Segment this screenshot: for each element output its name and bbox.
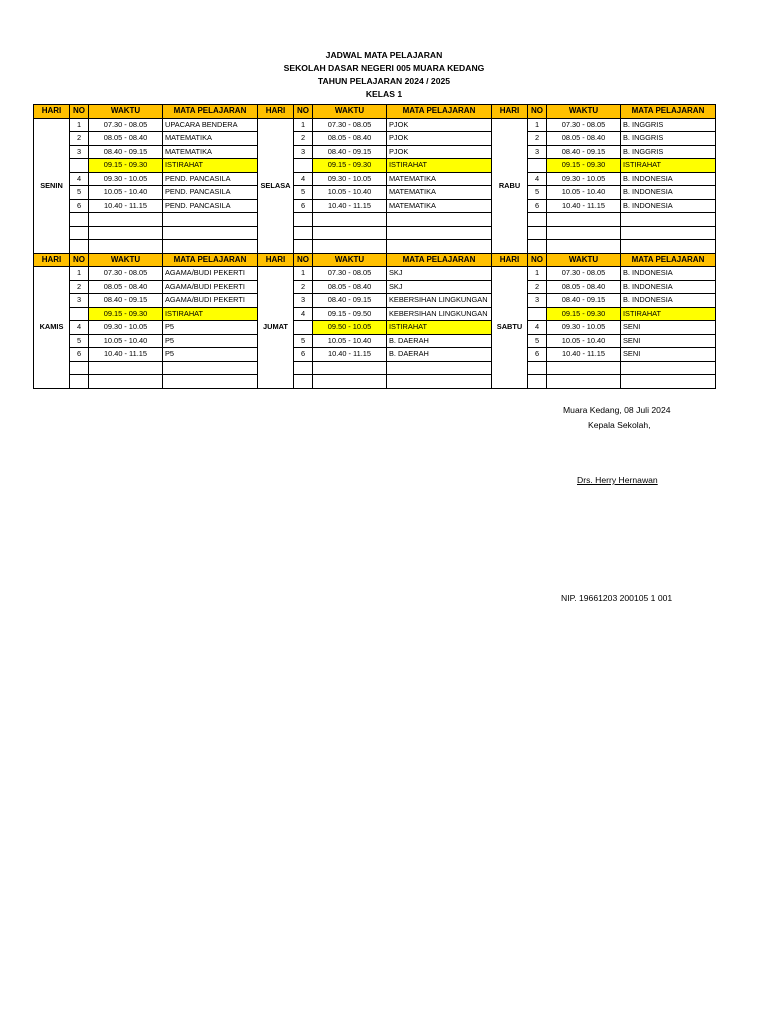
lesson-time: 10.05 - 10.40 xyxy=(89,186,163,200)
lesson-subject: PJOK xyxy=(387,118,492,132)
header-no: NO xyxy=(528,253,547,267)
day-name: SABTU xyxy=(492,267,528,389)
lesson-subject xyxy=(621,226,716,240)
lesson-time xyxy=(313,240,387,254)
table-row xyxy=(34,199,716,213)
lesson-number: 4 xyxy=(294,172,313,186)
lesson-time: 08.40 - 09.15 xyxy=(547,145,621,159)
lesson-subject: B. INDONESIA xyxy=(621,267,716,281)
lesson-number xyxy=(70,159,89,173)
table-row xyxy=(34,267,716,281)
table-row xyxy=(34,145,716,159)
lesson-number: 4 xyxy=(528,321,547,335)
lesson-time: 09.15 - 09.30 xyxy=(89,307,163,321)
table-row xyxy=(34,321,716,335)
table-row xyxy=(34,294,716,308)
lesson-number xyxy=(70,226,89,240)
lesson-number: 4 xyxy=(528,172,547,186)
lesson-time xyxy=(313,213,387,227)
lesson-number: 4 xyxy=(294,307,313,321)
lesson-number: 6 xyxy=(528,199,547,213)
table-row xyxy=(34,280,716,294)
lesson-time xyxy=(313,361,387,375)
header-time: WAKTU xyxy=(313,253,387,267)
lesson-subject: PEND. PANCASILA xyxy=(163,199,258,213)
lesson-number: 5 xyxy=(294,186,313,200)
lesson-subject: ISTIRAHAT xyxy=(163,307,258,321)
header-subject: MATA PELAJARAN xyxy=(163,253,258,267)
lesson-time: 07.30 - 08.05 xyxy=(89,267,163,281)
title-line-1: JADWAL MATA PELAJARAN xyxy=(325,50,443,60)
lesson-subject: B. INGGRIS xyxy=(621,132,716,146)
day-name: SELASA xyxy=(258,118,294,253)
table-row xyxy=(34,334,716,348)
day-name: JUMAT xyxy=(258,267,294,389)
lesson-time xyxy=(547,213,621,227)
lesson-time: 07.30 - 08.05 xyxy=(89,118,163,132)
lesson-subject: ISTIRAHAT xyxy=(163,159,258,173)
lesson-time: 09.30 - 10.05 xyxy=(547,321,621,335)
header-no: NO xyxy=(70,105,89,119)
header-day: HARI xyxy=(258,253,294,267)
lesson-subject: SENI xyxy=(621,348,716,362)
lesson-number xyxy=(70,307,89,321)
title-line-4: KELAS 1 xyxy=(365,89,403,99)
lesson-subject: MATEMATIKA xyxy=(163,145,258,159)
lesson-number: 1 xyxy=(70,267,89,281)
lesson-time: 10.40 - 11.15 xyxy=(313,348,387,362)
lesson-time: 07.30 - 08.05 xyxy=(547,118,621,132)
lesson-subject: B. INGGRIS xyxy=(621,118,716,132)
header-time: WAKTU xyxy=(89,253,163,267)
lesson-number xyxy=(528,159,547,173)
lesson-subject: AGAMA/BUDI PEKERTI xyxy=(163,294,258,308)
lesson-time xyxy=(547,361,621,375)
lesson-number: 1 xyxy=(528,267,547,281)
lesson-number: 1 xyxy=(294,118,313,132)
lesson-number xyxy=(70,213,89,227)
lesson-subject: B. DAERAH xyxy=(387,348,492,362)
lesson-time: 10.05 - 10.40 xyxy=(313,186,387,200)
table-row xyxy=(34,213,716,227)
lesson-subject xyxy=(621,361,716,375)
header-time: WAKTU xyxy=(89,105,163,119)
lesson-subject: MATEMATIKA xyxy=(387,186,492,200)
lesson-time: 08.05 - 08.40 xyxy=(547,280,621,294)
signature-place-date: Muara Kedang, 08 Juli 2024 xyxy=(563,405,671,415)
table-row xyxy=(34,159,716,173)
lesson-number: 3 xyxy=(70,294,89,308)
lesson-subject: SKJ xyxy=(387,267,492,281)
document-title xyxy=(0,49,768,101)
lesson-number: 2 xyxy=(294,132,313,146)
lesson-subject: B. INGGRIS xyxy=(621,145,716,159)
lesson-number: 3 xyxy=(70,145,89,159)
lesson-number xyxy=(294,159,313,173)
lesson-time: 08.05 - 08.40 xyxy=(89,280,163,294)
lesson-time: 07.30 - 08.05 xyxy=(547,267,621,281)
lesson-number: 3 xyxy=(294,145,313,159)
lesson-subject: SENI xyxy=(621,321,716,335)
lesson-time xyxy=(547,226,621,240)
lesson-time: 08.40 - 09.15 xyxy=(547,294,621,308)
lesson-subject: P5 xyxy=(163,334,258,348)
lesson-time: 09.15 - 09.30 xyxy=(547,307,621,321)
lesson-subject xyxy=(387,375,492,389)
lesson-time: 10.05 - 10.40 xyxy=(313,334,387,348)
lesson-number: 3 xyxy=(528,145,547,159)
lesson-number: 2 xyxy=(528,280,547,294)
lesson-subject: PEND. PANCASILA xyxy=(163,186,258,200)
lesson-subject: B. INDONESIA xyxy=(621,172,716,186)
lesson-number: 1 xyxy=(294,267,313,281)
lesson-number xyxy=(70,361,89,375)
lesson-number: 5 xyxy=(70,334,89,348)
lesson-number: 4 xyxy=(70,172,89,186)
lesson-number: 5 xyxy=(528,334,547,348)
lesson-subject: B. INDONESIA xyxy=(621,280,716,294)
lesson-time xyxy=(547,240,621,254)
lesson-subject xyxy=(387,240,492,254)
header-no: NO xyxy=(528,105,547,119)
header-row xyxy=(34,105,716,119)
header-subject: MATA PELAJARAN xyxy=(621,105,716,119)
lesson-time xyxy=(89,226,163,240)
lesson-number xyxy=(528,226,547,240)
header-subject: MATA PELAJARAN xyxy=(163,105,258,119)
lesson-number xyxy=(528,240,547,254)
lesson-subject: AGAMA/BUDI PEKERTI xyxy=(163,267,258,281)
lesson-subject xyxy=(387,213,492,227)
table-row xyxy=(34,186,716,200)
lesson-subject xyxy=(621,240,716,254)
lesson-time: 09.15 - 09.50 xyxy=(313,307,387,321)
lesson-number: 2 xyxy=(294,280,313,294)
lesson-time: 09.15 - 09.30 xyxy=(547,159,621,173)
lesson-number xyxy=(294,361,313,375)
lesson-subject: B. DAERAH xyxy=(387,334,492,348)
lesson-time xyxy=(89,375,163,389)
signature-nip: NIP. 19661203 200105 1 001 xyxy=(561,593,673,603)
lesson-subject: SENI xyxy=(621,334,716,348)
lesson-time xyxy=(313,226,387,240)
signature-name: Drs. Herry Hernawan xyxy=(577,475,658,485)
header-row xyxy=(34,253,716,267)
lesson-time: 08.05 - 08.40 xyxy=(89,132,163,146)
lesson-number xyxy=(294,321,313,335)
lesson-time: 09.30 - 10.05 xyxy=(89,321,163,335)
lesson-time: 09.15 - 09.30 xyxy=(313,159,387,173)
header-time: WAKTU xyxy=(547,105,621,119)
lesson-time xyxy=(89,213,163,227)
lesson-subject: B. INDONESIA xyxy=(621,199,716,213)
lesson-subject xyxy=(163,213,258,227)
lesson-subject: MATEMATIKA xyxy=(387,199,492,213)
schedule-table xyxy=(33,104,716,389)
lesson-subject: PEND. PANCASILA xyxy=(163,172,258,186)
lesson-time: 09.30 - 10.05 xyxy=(89,172,163,186)
lesson-number: 2 xyxy=(70,280,89,294)
header-subject: MATA PELAJARAN xyxy=(387,253,492,267)
header-no: NO xyxy=(294,253,313,267)
lesson-subject xyxy=(621,375,716,389)
header-subject: MATA PELAJARAN xyxy=(621,253,716,267)
header-day: HARI xyxy=(34,105,70,119)
lesson-time: 09.30 - 10.05 xyxy=(313,172,387,186)
lesson-number: 1 xyxy=(70,118,89,132)
title-line-2: SEKOLAH DASAR NEGERI 005 MUARA KEDANG xyxy=(283,63,485,73)
lesson-time xyxy=(547,375,621,389)
lesson-number: 1 xyxy=(528,118,547,132)
table-row xyxy=(34,361,716,375)
lesson-number: 6 xyxy=(294,348,313,362)
lesson-time: 08.40 - 09.15 xyxy=(313,145,387,159)
lesson-time: 08.05 - 08.40 xyxy=(547,132,621,146)
lesson-number xyxy=(294,375,313,389)
lesson-number: 2 xyxy=(70,132,89,146)
day-name: SENIN xyxy=(34,118,70,253)
lesson-subject: UPACARA BENDERA xyxy=(163,118,258,132)
lesson-number: 6 xyxy=(70,348,89,362)
day-name: KAMIS xyxy=(34,267,70,389)
lesson-subject xyxy=(387,226,492,240)
lesson-time: 07.30 - 08.05 xyxy=(313,267,387,281)
lesson-number: 3 xyxy=(528,294,547,308)
lesson-subject: ISTIRAHAT xyxy=(387,321,492,335)
lesson-subject: ISTIRAHAT xyxy=(621,307,716,321)
lesson-time: 10.40 - 11.15 xyxy=(89,199,163,213)
header-day: HARI xyxy=(492,253,528,267)
table-row xyxy=(34,240,716,254)
lesson-subject xyxy=(387,361,492,375)
lesson-time: 10.40 - 11.15 xyxy=(547,199,621,213)
lesson-time: 09.30 - 10.05 xyxy=(547,172,621,186)
table-row xyxy=(34,172,716,186)
lesson-time: 08.40 - 09.15 xyxy=(89,294,163,308)
header-no: NO xyxy=(294,105,313,119)
lesson-time: 07.30 - 08.05 xyxy=(313,118,387,132)
signature-role: Kepala Sekolah, xyxy=(588,420,651,430)
lesson-subject: PJOK xyxy=(387,132,492,146)
lesson-subject xyxy=(163,361,258,375)
lesson-number: 6 xyxy=(294,199,313,213)
table-row xyxy=(34,226,716,240)
header-no: NO xyxy=(70,253,89,267)
lesson-number xyxy=(70,375,89,389)
lesson-number xyxy=(528,307,547,321)
header-time: WAKTU xyxy=(547,253,621,267)
lesson-number: 4 xyxy=(70,321,89,335)
table-row xyxy=(34,118,716,132)
lesson-subject: AGAMA/BUDI PEKERTI xyxy=(163,280,258,294)
lesson-time xyxy=(313,375,387,389)
day-name: RABU xyxy=(492,118,528,253)
lesson-time xyxy=(89,361,163,375)
lesson-time: 08.40 - 09.15 xyxy=(89,145,163,159)
lesson-subject: KEBERSIHAN LINGKUNGAN xyxy=(387,307,492,321)
lesson-time: 10.05 - 10.40 xyxy=(547,334,621,348)
lesson-number xyxy=(70,240,89,254)
lesson-subject xyxy=(163,226,258,240)
lesson-time: 10.05 - 10.40 xyxy=(89,334,163,348)
header-time: WAKTU xyxy=(313,105,387,119)
lesson-number: 6 xyxy=(528,348,547,362)
lesson-number xyxy=(294,213,313,227)
lesson-subject: ISTIRAHAT xyxy=(621,159,716,173)
lesson-time: 10.40 - 11.15 xyxy=(547,348,621,362)
lesson-subject: P5 xyxy=(163,321,258,335)
lesson-number xyxy=(528,375,547,389)
lesson-time xyxy=(89,240,163,254)
lesson-number xyxy=(294,240,313,254)
lesson-time: 08.05 - 08.40 xyxy=(313,132,387,146)
lesson-number: 6 xyxy=(70,199,89,213)
lesson-time: 10.40 - 11.15 xyxy=(313,199,387,213)
lesson-subject: MATEMATIKA xyxy=(387,172,492,186)
lesson-subject: P5 xyxy=(163,348,258,362)
lesson-time: 08.05 - 08.40 xyxy=(313,280,387,294)
lesson-subject xyxy=(163,375,258,389)
table-row xyxy=(34,307,716,321)
lesson-subject: SKJ xyxy=(387,280,492,294)
header-day: HARI xyxy=(492,105,528,119)
table-row xyxy=(34,375,716,389)
lesson-subject: B. INDONESIA xyxy=(621,294,716,308)
lesson-time: 09.15 - 09.30 xyxy=(89,159,163,173)
lesson-subject xyxy=(621,213,716,227)
lesson-number: 3 xyxy=(294,294,313,308)
title-line-3: TAHUN PELAJARAN 2024 / 2025 xyxy=(317,76,451,86)
header-day: HARI xyxy=(34,253,70,267)
lesson-subject: PJOK xyxy=(387,145,492,159)
lesson-number xyxy=(528,361,547,375)
lesson-number xyxy=(294,226,313,240)
lesson-time: 10.05 - 10.40 xyxy=(547,186,621,200)
lesson-number: 2 xyxy=(528,132,547,146)
lesson-number: 5 xyxy=(528,186,547,200)
lesson-subject: B. INDONESIA xyxy=(621,186,716,200)
lesson-number xyxy=(528,213,547,227)
lesson-number: 5 xyxy=(70,186,89,200)
lesson-subject: ISTIRAHAT xyxy=(387,159,492,173)
header-day: HARI xyxy=(258,105,294,119)
header-subject: MATA PELAJARAN xyxy=(387,105,492,119)
lesson-time: 10.40 - 11.15 xyxy=(89,348,163,362)
lesson-number: 5 xyxy=(294,334,313,348)
table-row xyxy=(34,132,716,146)
table-row xyxy=(34,348,716,362)
lesson-time: 09.50 - 10.05 xyxy=(313,321,387,335)
lesson-subject: KEBERSIHAN LINGKUNGAN xyxy=(387,294,492,308)
lesson-subject xyxy=(163,240,258,254)
lesson-time: 08.40 - 09.15 xyxy=(313,294,387,308)
lesson-subject: MATEMATIKA xyxy=(163,132,258,146)
